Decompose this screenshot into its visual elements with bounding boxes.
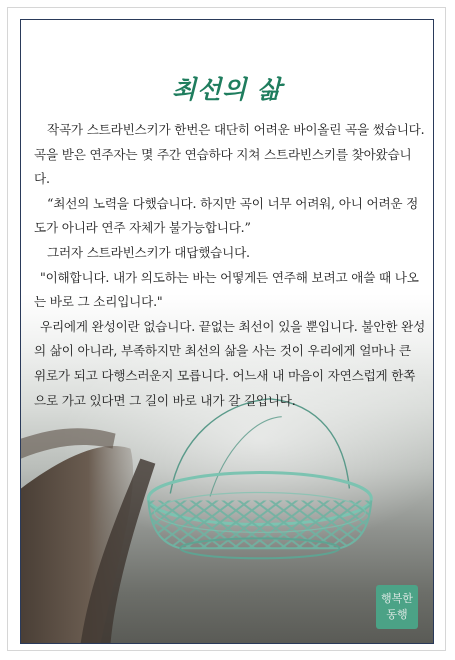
story-text bbox=[34, 118, 426, 413]
paragraph-1: 작곡가 스트라빈스키가 한번은 대단히 어려운 바이올린 곡을 썼습니다. 곡을 받은 연주자는 몇 주간 연습하다 지쳐 스트라빈스키를 찾아왔습니다. bbox=[34, 122, 425, 187]
paragraph-5: 우리에게 완성이란 없습니다. 끝없는 최선이 있을 뿐입니다. 불안한 완성의 삶이 아니라, 부족하지만 최선의 삶을 사는 것이 우리에게 얼마나 큰 위로가 되고 다행스러운지 모릅니다. 어느새 내 마음이 자연스럽게 한쪽으로 가고 있다면 그 길이 바로 내가 갈 길입니다. bbox=[34, 318, 426, 408]
page-title: 최선의 삶 bbox=[171, 75, 283, 104]
happy-companion-logo bbox=[376, 585, 418, 629]
logo-line-2: 동행 bbox=[386, 608, 408, 621]
content-card bbox=[20, 19, 434, 644]
logo-line-1: 행복한 bbox=[381, 592, 413, 605]
paragraph-4: "이해합니다. 내가 의도하는 바는 어떻게든 연주해 보려고 애쓸 때 나오는 바로 그 소리입니다." bbox=[34, 269, 419, 310]
paragraph-3: 그러자 스트라빈스키가 대답했습니다. bbox=[47, 244, 250, 260]
paragraph-2: “최선의 노력을 다했습니다. 하지만 곡이 너무 어려워, 아니 어려운 정도가 아니라 연주 자체가 불가능합니다.” bbox=[34, 195, 419, 236]
